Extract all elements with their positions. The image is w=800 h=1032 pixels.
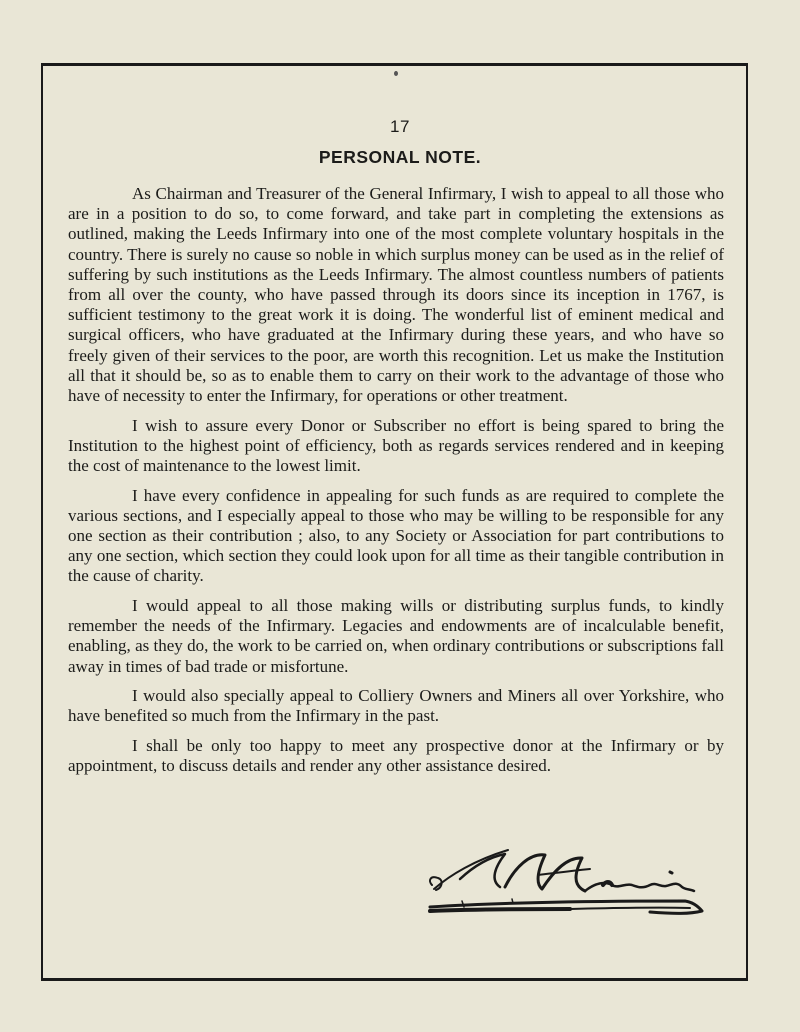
page-number: 17 [390, 117, 410, 136]
paragraph-wills: I would appeal to all those making wills or distributing surplus funds, to kindly remember the needs of the Infirmary. Legacies and endowments are of incalculable benefit, enabling, as they do, the work to be carried on, when ordinary contributions or subscriptions fall away in times of bad trade or misfortune. [68, 596, 724, 676]
handwritten-signature-icon [420, 845, 710, 920]
paragraph-appeal: As Chairman and Treasurer of the General Infirmary, I wish to appeal to all those who are in a position to do so, to come forward, and take part in completing the extensions as outlined, making the Leeds Infirmary into one of the most complete voluntary hospitals in the country. There is surely no cause so noble in which surplus money can be used as in the relief of suffering by such institutions as the Leeds Infirmary. The almost countless numbers of patients from all over the county, who have passed through its doors since its inception in 1767, is sufficient testimony to the great work it is doing. The wonderful list of eminent medical and surgical officers, who have graduated at the Infirmary during these years, and who have so freely given of their services to the poor, are worth this recognition. Let us make the Institution all that it should be, so as to enable them to carry on their work to the advantage of those who have of necessity to enter the Infirmary, for operations or other treatment. [68, 184, 724, 406]
paragraph-assurance: I wish to assure every Donor or Subscriber no effort is being spared to bring the Institution to the highest point of efficiency, both as regards services rendered and in keeping the cost of maintenance to the lowest limit. [68, 415, 724, 476]
paragraph-colliery: I would also specially appeal to Colliery Owners and Miners all over Yorkshire, who have benefited so much from the Infirmary in the past. [68, 686, 724, 726]
body-text [68, 184, 724, 786]
paragraph-confidence: I have every confidence in appealing for such funds as are required to complete the various sections, and I especially appeal to those who may be willing to be responsible for any one section as their contribution ; also, to any Society or Association for part contributions to any one section, which section they could look upon for all time as their tangible contribution in the cause of charity. [68, 485, 724, 586]
page-title: PERSONAL NOTE. [318, 147, 482, 167]
ink-speck [394, 71, 398, 76]
paragraph-meeting: I shall be only too happy to meet any prospective donor at the Infirmary or by appointment, to discuss details and render any other assistance desired. [68, 736, 724, 776]
